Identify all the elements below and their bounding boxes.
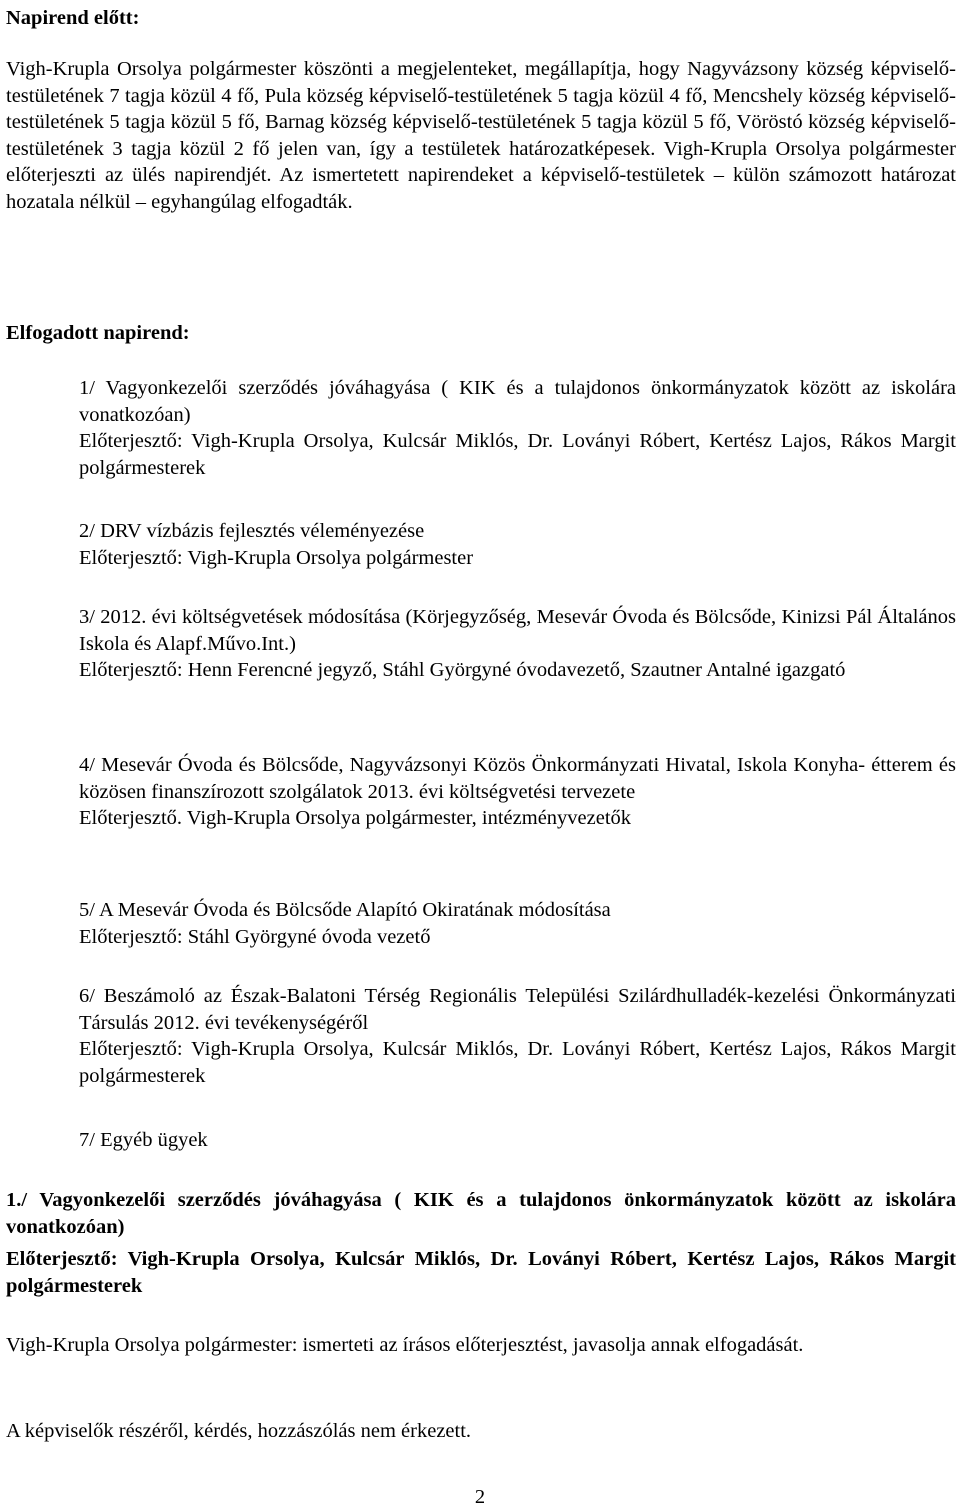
agenda-item-title: 2/ DRV vízbázis fejlesztés véleményezése xyxy=(79,520,425,542)
agenda-item-title: 4/ Mesevár Óvoda és Bölcsőde, Nagyvázsonyi Közös Önkormányzati Hivatal, Iskola Konyha- étterem és közösen finanszírozott szolgálatok 2013. évi költségvetési tervezete xyxy=(79,754,956,803)
agenda-item-5 xyxy=(79,897,956,950)
agenda-item-3 xyxy=(79,604,956,684)
heading-napirend-elott: Napirend előtt: xyxy=(6,7,140,29)
intro-paragraph: Vigh-Krupla Orsolya polgármester köszönti a megjelenteket, megállapítja, hogy Nagyvázsony község képviselő-testületének 7 tagja közül 4 fő, Pula község képviselő-testületének 5 tagja közül 4 fő, Mencshely község képviselő-testületének 5 tagja közül 5 fő, Barnag község képviselő-testületének 5 tagja közül 5 fő, Vöröstó község képviselő-testületének 3 tagja közül 2 fő jelen van, így a testületek határozatképesek. Vigh-Krupla Orsolya polgármester előterjeszti az ülés napirendjét. Az ismertetett napirendeket a képviselő-testületek – külön számozott határozat hozatala nélkül – egyhangúlag elfogadták. xyxy=(6,58,956,213)
agenda-item-6 xyxy=(79,983,956,1089)
section1-note: A képviselők részéről, kérdés, hozzászólás nem érkezett. xyxy=(6,1420,472,1442)
section1-paragraph: Vigh-Krupla Orsolya polgármester: ismerteti az írásos előterjesztést, javasolja annak elfogadását. xyxy=(6,1334,804,1356)
agenda-item-presenter: Előterjesztő: Vigh-Krupla Orsolya polgármester xyxy=(79,546,474,569)
section1-presenter: Előterjesztő: Vigh-Krupla Orsolya, Kulcsár Miklós, Dr. Loványi Róbert, Kertész Lajos, Rákos Margit polgármesterek xyxy=(6,1248,956,1297)
page-number: 2 xyxy=(474,1486,486,1508)
agenda-item-title: 7/ Egyéb ügyek xyxy=(79,1129,208,1151)
agenda-item-4 xyxy=(79,752,956,832)
agenda-item-presenter: Előterjesztő: Henn Ferencné jegyző, Stáhl Györgyné óvodavezető, Szautner Antalné igazgató xyxy=(79,659,846,681)
agenda-item-2 xyxy=(79,518,956,571)
agenda-item-title: 3/ 2012. évi költségvetések módosítása (Körjegyzőség, Mesevár Óvoda és Bölcsőde, Kinizsi Pál Általános Iskola és Alapf.Művo.Int.) xyxy=(79,606,956,655)
agenda-item-presenter: Előterjesztő. Vigh-Krupla Orsolya polgármester, intézményvezetők xyxy=(79,807,632,829)
agenda-item-title: 6/ Beszámoló az Észak-Balatoni Térség Regionális Települési Szilárdhulladék-kezelési Önkormányzati Társulás 2012. évi tevékenységéről xyxy=(79,985,956,1034)
agenda-item-presenter: Előterjesztő: Stáhl Györgyné óvoda vezető xyxy=(79,925,431,948)
agenda-item-title: 5/ A Mesevár Óvoda és Bölcsőde Alapító Okiratának módosítása xyxy=(79,899,611,921)
agenda-item-title: 1/ Vagyonkezelői szerződés jóváhagyása ( KIK és a tulajdonos önkormányzatok között az iskolára vonatkozóan) xyxy=(79,377,956,426)
agenda-item-1 xyxy=(79,375,956,481)
section1-title: 1./ Vagyonkezelői szerződés jóváhagyása ( KIK és a tulajdonos önkormányzatok között az iskolára vonatkozóan) xyxy=(6,1189,956,1238)
agenda-item-presenter: Előterjesztő: Vigh-Krupla Orsolya, Kulcsár Miklós, Dr. Loványi Róbert, Kertész Lajos, Rákos Margit polgármesterek xyxy=(79,430,956,479)
agenda-item-presenter: Előterjesztő: Vigh-Krupla Orsolya, Kulcsár Miklós, Dr. Loványi Róbert, Kertész Lajos, Rákos Margit polgármesterek xyxy=(79,1038,956,1087)
heading-elfogadott-napirend: Elfogadott napirend: xyxy=(6,322,190,344)
agenda-item-7 xyxy=(79,1127,956,1154)
